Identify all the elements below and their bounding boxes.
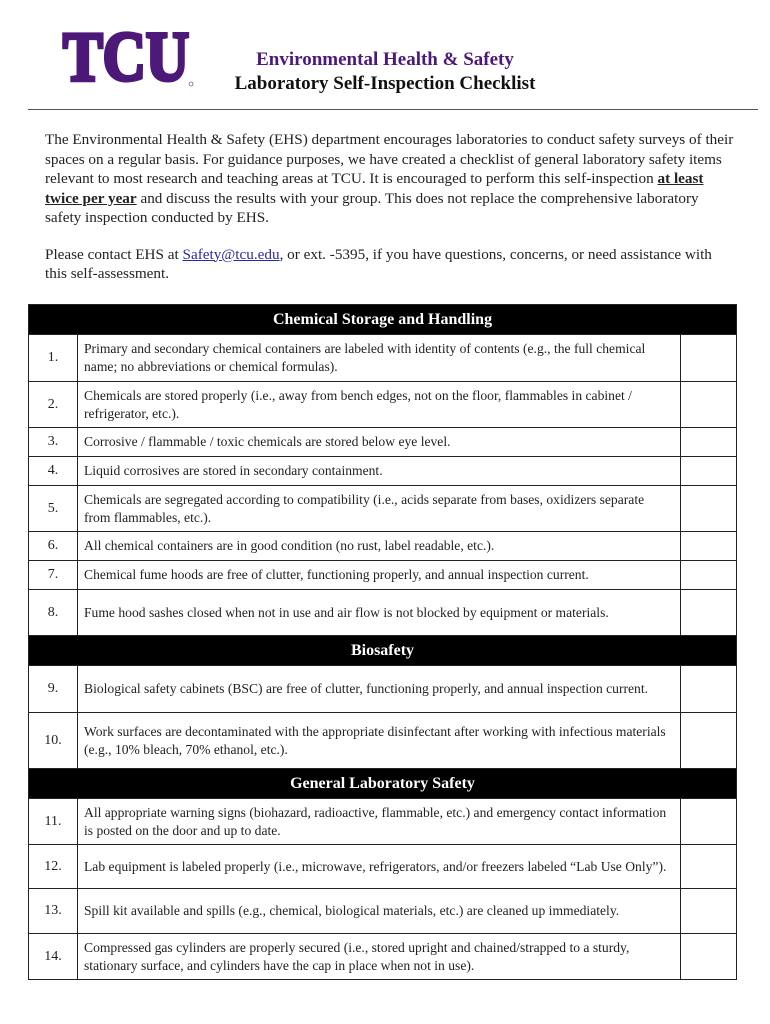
section-title: General Laboratory Safety [29,769,737,799]
item-number: 2. [29,382,78,428]
item-number: 5. [29,486,78,532]
checklist-row [29,428,737,457]
item-text: Chemical fume hoods are free of clutter, functioning properly, and annual inspection current. [78,561,681,590]
item-text: Compressed gas cylinders are properly secured (i.e., stored upright and chained/strapped to a sturdy, stationary surface, and cylinders have the cap in place when not in use). [78,934,681,980]
checklist-row [29,561,737,590]
item-number: 10. [29,713,78,769]
tcu-logo-text: TCU [63,19,189,96]
item-text: All appropriate warning signs (biohazard, radioactive, flammable, etc.) and emergency contact information is posted on the door and up to date. [78,799,681,845]
ehs-email-link[interactable]: Safety@tcu.edu [182,245,280,263]
item-check-box[interactable] [681,561,737,590]
checklist-row [29,457,737,486]
header-divider [28,109,758,110]
item-number: 3. [29,428,78,457]
checklist-row [29,382,737,428]
contact-text-part: , or ext. -5395, if you have questions, concerns, or need assistance with this self-assessment. [45,245,712,282]
item-text: Biological safety cabinets (BSC) are free of clutter, functioning properly, and annual inspection current. [78,666,681,713]
item-check-box[interactable] [681,382,737,428]
frequency-emphasis: at least twice per year [45,170,704,207]
header-subtitle: Laboratory Self-Inspection Checklist [234,73,536,94]
item-text: Chemicals are stored properly (i.e., away from bench edges, not on the floor, flammables in cabinet / refrigerator, etc.). [78,382,681,428]
checklist-row [29,889,737,934]
checklist-row [29,532,737,561]
intro-text-part: The Environmental Health & Safety (EHS) department encourages laboratories to conduct safety surveys of their spaces on a regular basis. For guidance purposes, we have created a checklist of general laboratory safety items relevant to most research and teaching areas at TCU. It is encouraged to perform this self-inspection [45,131,734,187]
item-check-box[interactable] [681,713,737,769]
item-number: 13. [29,889,78,934]
item-number: 1. [29,335,78,382]
header-titles [170,48,600,96]
checklist-row [29,486,737,532]
item-check-box[interactable] [681,666,737,713]
checklist-row [29,666,737,713]
section-title: Chemical Storage and Handling [29,305,737,335]
item-number: 12. [29,845,78,889]
item-text: Primary and secondary chemical containers are labeled with identity of contents (e.g., the full chemical name; no abbreviations or chemical formulas). [78,335,681,382]
item-check-box[interactable] [681,486,737,532]
checklist-row [29,590,737,636]
header-title: Environmental Health & Safety [256,49,514,70]
section-title: Biosafety [29,636,737,666]
item-number: 8. [29,590,78,636]
contact-text-part: Please contact EHS at [45,245,183,263]
item-check-box[interactable] [681,934,737,980]
intro-paragraph-1 [45,130,735,228]
item-text: Fume hood sashes closed when not in use and air flow is not blocked by equipment or materials. [78,590,681,636]
item-text: Work surfaces are decontaminated with the appropriate disinfectant after working with infectious materials (e.g., 10% bleach, 70% ethanol, etc.). [78,713,681,769]
intro-text [45,130,735,284]
item-number: 7. [29,561,78,590]
checklist-table [28,304,737,980]
item-number: 4. [29,457,78,486]
checklist-row [29,934,737,980]
checklist-row [29,335,737,382]
section-header-general-safety [29,769,737,799]
item-check-box[interactable] [681,799,737,845]
section-header-biosafety [29,636,737,666]
item-check-box[interactable] [681,889,737,934]
item-number: 9. [29,666,78,713]
item-text: Spill kit available and spills (e.g., chemical, biological materials, etc.) are cleaned up immediately. [78,889,681,934]
item-number: 6. [29,532,78,561]
intro-paragraph-2 [45,245,735,284]
item-text: Liquid corrosives are stored in secondary containment. [78,457,681,486]
page-header [0,0,770,112]
item-text: All chemical containers are in good condition (no rust, label readable, etc.). [78,532,681,561]
item-check-box[interactable] [681,845,737,889]
item-text: Lab equipment is labeled properly (i.e., microwave, refrigerators, and/or freezers labeled “Lab Use Only”). [78,845,681,889]
item-check-box[interactable] [681,428,737,457]
checklist-row [29,713,737,769]
checklist-row [29,799,737,845]
item-text: Chemicals are segregated according to compatibility (i.e., acids separate from bases, oxidizers separate from flammables, etc.). [78,486,681,532]
item-check-box[interactable] [681,335,737,382]
intro-text-part: and discuss the results with your group. This does not replace the comprehensive laboratory safety inspection conducted by EHS. [45,189,699,226]
item-text: Corrosive / flammable / toxic chemicals are stored below eye level. [78,428,681,457]
item-check-box[interactable] [681,590,737,636]
item-number: 14. [29,934,78,980]
item-number: 11. [29,799,78,845]
item-check-box[interactable] [681,457,737,486]
checklist-row [29,845,737,889]
section-header-chemical [29,305,737,335]
item-check-box[interactable] [681,532,737,561]
